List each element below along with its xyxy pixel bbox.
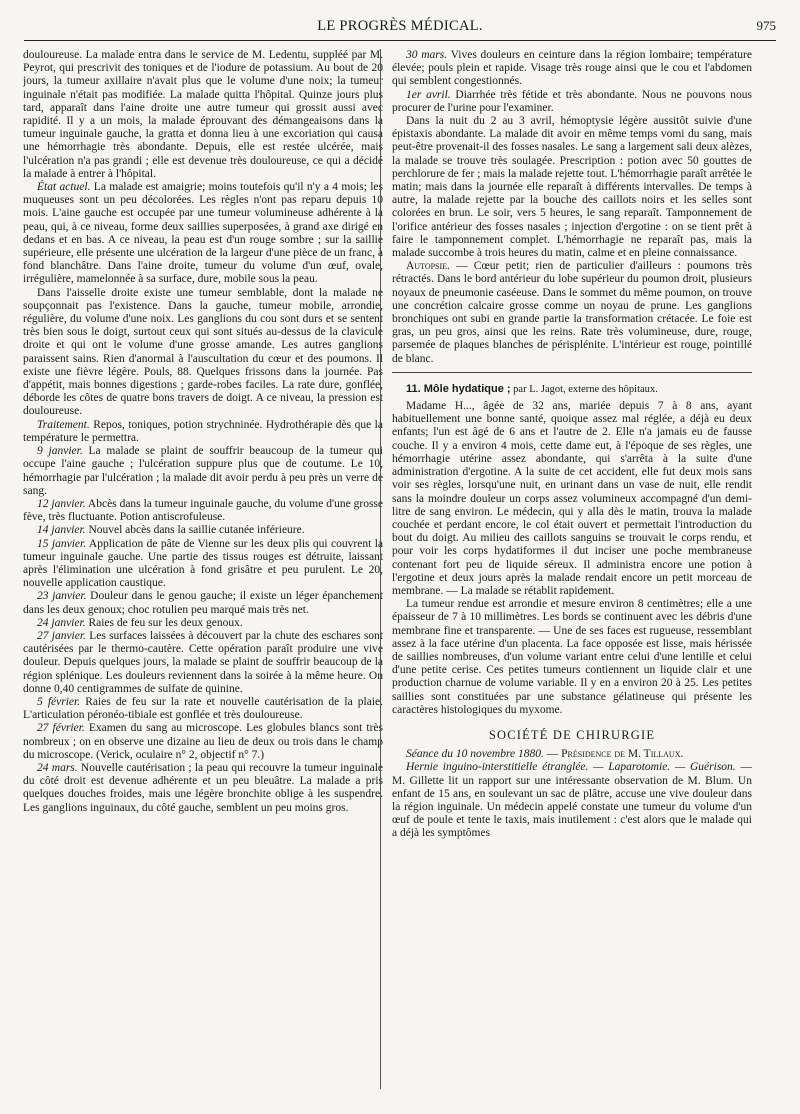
paragraph xyxy=(392,400,752,598)
society-session xyxy=(392,748,752,761)
paragraph-text: Examen du sang au microscope. Les globules blancs sont très nombreux ; on en observe une dizaine au lieu de deux ou trois dans le champ du microscope. (Verick, oculaire n° 2, objectif n° 7.) xyxy=(23,722,383,761)
paragraph-lead: 15 janvier. xyxy=(37,537,87,550)
paragraph xyxy=(23,722,383,762)
paragraph-text: — Cœur petit; rien de particulier d'ailleurs : poumons très rétractés. Dans le bord antérieur du lobe supérieur du poumon droit, plusieurs noyaux de pneumonie caséeuse. Dans le sommet du même poumon, on trouve une concrétion calcaire grosse comme un noyau de prune. Les ganglions bronchiques ont subi en grande partie la transformation crétacée. Le foie est gras, un peu gros, ainsi que les reins. Rate très volumineuse, dure, rouge, parsemée de plaques blanches de périsplénite. L'intérieur est rouge, pointillé de blanc. xyxy=(392,260,752,365)
paragraph xyxy=(23,617,383,630)
paragraph-text: Application de pâte de Vienne sur les deux plis qui couvrent la tumeur inguinale gauche. Une partie des tissus rouges est détruite, laissant après l'élimination une ulcération à fond grisâtre et peu purulent. Le 20, nouvelle application caustique. xyxy=(23,537,383,590)
paragraph xyxy=(23,181,383,287)
paragraph xyxy=(392,598,752,717)
paragraph-text: Les surfaces laissées à découvert par la chute des eschares sont cautérisées par le thermo-cautère. Cette opération paraît produire une vive douleur. Depuis quelques jours, la malade se plaint de souffrir beaucoup de la région splénique. Les douleurs reviennent dans la soirée à la même heure. On donne 0,40 centigrammes de sulfate de quinine. xyxy=(23,629,383,695)
paragraph xyxy=(23,538,383,591)
paragraph-text: Abcès dans la tumeur inguinale gauche, du volume d'une grosse fève, très fluctuante. Potion antiscrofuleuse. xyxy=(23,497,383,524)
case-11-heading xyxy=(392,383,752,396)
society-title: SOCIÉTÉ DE CHIRURGIE xyxy=(488,727,656,742)
case-continuation xyxy=(392,49,752,366)
session-presidence: — Présidence de M. Tillaux. xyxy=(543,748,684,761)
header-rule xyxy=(24,40,776,41)
paragraph-text: Nouvel abcès dans la saillie cutanée inférieure. xyxy=(85,524,305,537)
paragraph-lead: 23 janvier. xyxy=(37,590,87,603)
paragraph xyxy=(23,762,383,815)
paragraph-text: Dans la nuit du 2 au 3 avril, hémoptysie légère aussitôt suivie d'une épistaxis abondante. La malade dit avoir en même temps vomi du sang, mais peut-être provenait-il des fosses nasales. Le sang a largement sali deux alèzes, la malade se trouve très soulagée. Prescription : potion avec 50 gouttes de perchlorure de fer ; mais la malade rejette tout. L'hémorrhagie paraît arrêtée le matin; mais dans la journée elle reparaît à différents intervalles. De temps à autre, la malade rejette par la bouche des caillots noirs et les selles sont colorées en brun. Le soir, vers 5 heures, le sang reparaît. Tamponnement de l'orifice antérieur des fosses nasales ; injection d'ergotine : on se tient prêt à faire le tamponnement complet. L'hémorrhagie ne reparaît pas, mais la malade succombe à trois heures du matin, calme et en pleine connaissance. xyxy=(392,115,752,260)
paragraph xyxy=(23,49,383,181)
paragraph-lead: 9 janvier. xyxy=(37,445,83,458)
paragraph xyxy=(23,630,383,696)
report-body: — M. Gillette lit un rapport sur une intéressante observation de M. Blum. Un enfant de 15 ans, en soulevant un sac de plâtre, accuse une vive douleur dans la région inguinale. Un médecin appelé constate une tumeur du volume d'un œuf de poule et tente le taxis, mais inutilement : c'est alors que le malade qui a déjà les symptômes xyxy=(392,761,752,840)
page-number: 975 xyxy=(756,18,776,33)
paragraph-lead: 27 février. xyxy=(37,722,85,735)
paragraph-text: Raies de feu sur les deux genoux. xyxy=(85,616,243,629)
paragraph-text: La malade est amaigrie; moins toutefois qu'il n'y a 4 mois; les muqueuses sont un peu décolorées. Les règles n'ont pas reparu depuis 10 mois. L'aine gauche est occupée par une tumeur volumineuse adhérente à la peau, qui, à ce niveau, forme deux saillies superposées, à grand axe dirigé en dedans et en bas. A ce niveau, la peau est d'un rouge sombre ; sur la saillie supérieure, elle présente une ulcération de la largeur d'une pièce de un franc, à fond blanchâtre. Dans l'aine droite, tumeur du volume d'un œuf, ovale, irrégulière, mamelonnée à sa surface, dure, mobile sous la peau. xyxy=(23,181,383,286)
left-column xyxy=(23,49,383,1109)
paragraph-text: Raies de feu sur la rate et nouvelle cautérisation de la plaie. L'articulation péronéo-tibiale est gonflée et très douloureuse. xyxy=(23,695,383,722)
paragraph xyxy=(23,498,383,524)
paragraph-text: Repos, toniques, potion strychninée. Hydrothérapie dès que la température le permettra. xyxy=(23,418,383,444)
paragraph xyxy=(23,590,383,616)
paragraph-text: Madame H..., âgée de 32 ans, mariée depuis 7 à 8 ans, ayant habituellement une bonne santé, quoique assez mal réglée, a déjà eu deux enfants; l'un est âgé de 6 ans et l'autre de 2. Elle n'a jamais eu de fausse couche. Il y a environ 4 mois, cette dame eut, à l'époque de ses règles, une hémorrhagie utérine assez abondante, qui s'arrêta à la suite d'une administration d'ergotine. A la suite de cet accident, elle fut deux mois sans voir ses règles, lorsqu'une nuit, en urinant dans un vase de nuit, elle rendit sans la moindre douleur un corps assez volumineux accompagné d'un demi-litre de sang environ. Le médecin, qui y alla dès le matin, trouva la malade couchée et perdant encore, le col était ouvert et permettait l'introduction du bout du doigt. Au milieu des caillots sanguins se trouvait le corps rendu, et pour voir les corps hydatiformes il dut inciser une poche membraneuse contenant fort peu de liquide séreux. Il administra encore une potion à l'ergotine et deux jours après la malade rendait encore un petit morceau de membrane. — La malade se rétablit rapidement. xyxy=(392,400,752,597)
running-head: LE PROGRÈS MÉDICAL. xyxy=(317,18,483,34)
paragraph-lead: 24 mars. xyxy=(37,761,78,774)
session-date: Séance du 10 novembre 1880. xyxy=(406,748,544,761)
paragraph-lead: Traitement. xyxy=(37,418,90,431)
section-separator xyxy=(392,372,752,373)
paragraph xyxy=(392,260,752,366)
paragraph xyxy=(392,115,752,260)
paragraph xyxy=(23,419,383,445)
paragraph xyxy=(392,89,752,115)
case-11-body xyxy=(392,400,752,717)
paragraph-lead: 30 mars. xyxy=(406,49,448,61)
paragraph-lead: 5 février. xyxy=(37,695,81,708)
paragraph xyxy=(23,287,383,419)
page-header xyxy=(24,16,776,38)
paragraph-text: Diarrhée très fétide et très abondante. Nous ne pouvons nous procurer de l'urine pour l'examiner. xyxy=(392,88,752,114)
paragraph xyxy=(23,696,383,722)
paragraph xyxy=(23,524,383,537)
paragraph-lead: Autopsie. xyxy=(406,260,450,273)
paragraph-lead: 24 janvier. xyxy=(37,616,86,629)
right-column xyxy=(392,49,752,1109)
society-report xyxy=(392,761,752,840)
paragraph-text: Vives douleurs en ceinture dans la région lombaire; température élevée; pouls plein et rapide. Visage très rouge ainsi que le cou et l'abdomen qui semblent congestionnés. xyxy=(392,49,752,88)
paragraph-text: Douleur dans le genou gauche; il existe un léger épanchement dans les deux genoux; choc rotulien peu marqué mais très net. xyxy=(23,590,383,616)
paragraph xyxy=(23,445,383,498)
paragraph xyxy=(392,49,752,89)
column-divider xyxy=(380,49,381,1089)
paragraph-lead: 14 janvier. xyxy=(37,524,86,537)
paragraph-lead: 1er avril. xyxy=(406,88,451,101)
paragraph-text: La tumeur rendue est arrondie et mesure environ 8 centimètres; elle a une épaisseur de 7 à 10 millimètres. Les bords se continuent avec les débris d'une membrane fine et transparente. — Une de ses faces est rugueuse, ressemblant assez à la face utérine d'un placenta. La face opposée est lisse, mais hérissée de saillies nombreuses, d'un volume variant entre celui d'une lentille et celui d'une petite cerise. Ces petites tumeurs contiennent un liquide clair et une production charnue de volume variable. Il y en a environ 20 à 25. Les petites saillies sont constituées par une substance gélatineuse qui présente les caractères histologiques du myxome. xyxy=(392,598,752,716)
case-11-number: 11. xyxy=(406,382,421,395)
paragraph-text: douloureuse. La malade entra dans le service de M. Ledentu, suppléé par M. Peyrot, qui prescrivit des toniques et de l'iodure de potassium. Au bout de 20 jours, la tumeur axillaire n'avait plus que le volume d'une noix; la tumeur inguinale n'était pas modifiée. La malade quitta l'hôpital. Quinze jours plus tard, apparaît dans l'aine droite une autre tumeur qui grossit aussi avec rapidité. Il y a un mois, la malade éprouvant des démangeaisons dans la tumeur inguinale gauche, la gratta et donna lieu à une excoriation qui causa une hémorrhagie très abondante. Depuis, elle est restée ulcérée, mais l'ulcération n'a pas grandi ; elle est devenue très douloureuse, ce qui a décidé la malade à entrer à l'hôpital. xyxy=(23,49,383,180)
paragraph-lead: 27 janvier. xyxy=(37,629,86,642)
report-subject: Hernie inguino-interstitielle étranglée. — Laparotomie. — Guérison. xyxy=(406,761,736,774)
paragraph-text: Dans l'aisselle droite existe une tumeur semblable, dont la malade ne soupçonnait pas l'existence. Dans la gauche, tumeur mobile, arrondie, régulière, du volume d'une noix. Les ganglions du cou sont durs et se sentent très bien sous le doigt, surtout ceux qui sont situés au-dessus de la clavicule droite et qui ont le volume d'une grosse amande. Les autres ganglions paraissent sains. Rien d'anormal à l'auscultation du cœur et des poumons. Il existe une fièvre légère. Pouls, 88. Quelques frissons dans la journée. Pas d'appétit, mais bonnes digestions ; garde-robes faciles. La rate dure, gonflée, déborde les côtes de quatre bons travers de doigt. A ce niveau, la pression est douloureuse. xyxy=(23,286,383,418)
paragraph-lead: 12 janvier. xyxy=(37,497,86,510)
paragraph-text: La malade se plaint de souffrir beaucoup de la tumeur qui occupe l'aine gauche ; l'ulcération suppure plus que de coutume. Le 10, hémorrhagie par l'ulcération ; la malade dit avoir perdu à peu près un verre de sang. xyxy=(23,445,383,497)
case-11-title: Môle hydatique ; xyxy=(423,382,511,395)
case-11-byline: par L. Jagot, externe des hôpitaux. xyxy=(510,383,658,395)
paragraph-text: Nouvelle cautérisation ; la peau qui recouvre la tumeur inguinale du côté droit est devenue adhérente et un peu bleuâtre. La malade a pris quelques douches froides, mais une légère bronchite oblige à les suspendre. Les ganglions inguinaux, du côté gauche, semblent un peu moins gros. xyxy=(23,761,383,814)
paragraph-lead: État actuel. xyxy=(37,181,91,194)
